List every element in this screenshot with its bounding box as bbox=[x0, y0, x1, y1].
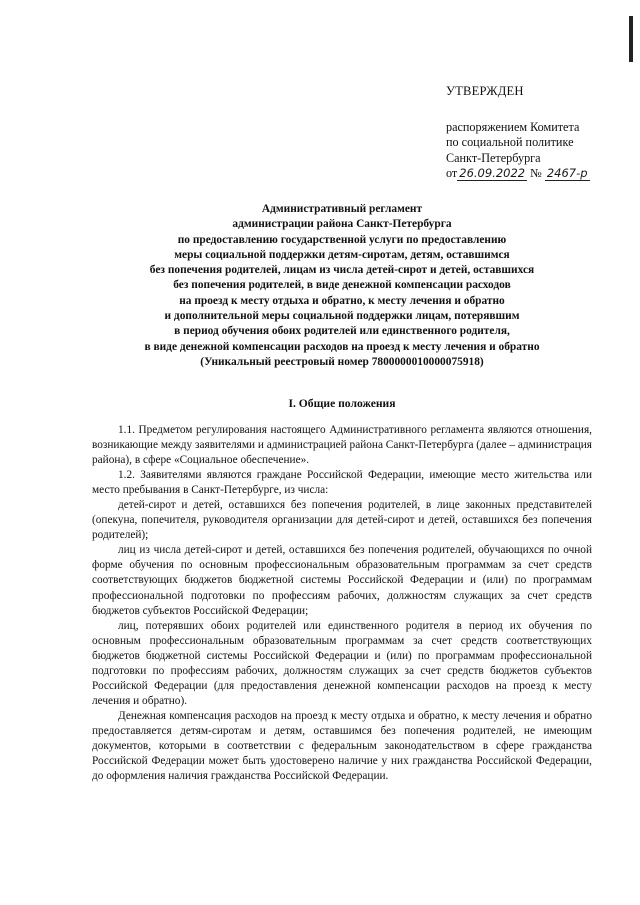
approval-heading: УТВЕРЖДЕН bbox=[446, 84, 524, 98]
title-line: меры социальной поддержки детям-сиротам, детям, оставшимся bbox=[174, 248, 510, 261]
paragraph-1-1: 1.1. Предметом регулирования настоящего Административного регламента являются отношения, возникающие между заявителями и администрацией района Санкт-Петербурга (далее – администрация района), в сфере «Социальное обеспечение». bbox=[92, 424, 592, 467]
title-line: администрации района Санкт-Петербурга bbox=[232, 218, 452, 231]
title-line: в период обучения обоих родителей или единственного родителя, bbox=[174, 325, 510, 338]
paragraph-orphans: детей-сирот и детей, оставшихся без попечения родителей, в лице законных представителей (опекуна, попечителя, руководителя организации для детей-сирот и детей, оставшихся без попечения родителей); bbox=[92, 499, 592, 542]
paragraph-bereaved: лиц, потерявших обоих родителей или единственного родителя в период их обучения по основным профессиональным образовательным программам за счет средств соответствующих бюджетов бюджетной системы Российской Федерации и (или) по программам профессиональной подготовки по профессиям рабочих, должностям служащих за счет средств бюджетов субъектов Российской Федерации (для предоставления денежной компенсации расходов на проезд к месту лечения и обратно). bbox=[92, 619, 592, 707]
title-line: (Уникальный реестровый номер 7800000010000075918) bbox=[200, 355, 484, 368]
handwritten-number: 2467-р bbox=[546, 166, 588, 181]
title-line: и дополнительной меры социальной поддержки лицам, потерявшим bbox=[164, 310, 520, 323]
approval-line-2: по социальной политике bbox=[446, 135, 574, 150]
regulation-title bbox=[92, 202, 592, 370]
approval-date-line bbox=[446, 166, 636, 182]
paragraph-1-2: 1.2. Заявителями являются граждане Российской Федерации, имеющие место жительства или место пребывания в Санкт-Петербурге, из числа: bbox=[92, 469, 592, 497]
title-line: без попечения родителей, в виде денежной компенсации расходов bbox=[173, 279, 511, 292]
paragraph-compensation: Денежная компенсация расходов на проезд к месту отдыха и обратно, к месту лечения и обратно предоставляется детям-сиротам и детям, оставшимся без попечения родителей, не имеющим документов, которыми в соответствии с федеральным законодательством в сфере гражданства Российской Федерации может быть удостоверено наличие у них гражданства Российской Федерации, до оформления наличия гражданства Российской Федерации. bbox=[92, 709, 592, 783]
title-line: без попечения родителей, лицам из числа детей-сирот и детей, оставшихся bbox=[149, 264, 535, 277]
approval-line-3: Санкт-Петербурга bbox=[446, 150, 541, 165]
title-line: по предоставлению государственной услуги по предоставлению bbox=[177, 233, 507, 246]
approval-stamp bbox=[446, 84, 636, 182]
paragraph-students: лиц из числа детей-сирот и детей, оставшихся без попечения родителей, обучающихся по очной форме обучения по основным профессиональным образовательным программам за счет средств соответствующих бюджетов бюджетной системы Российской Федерации и (или) по программам профессиональной подготовки по профессиям рабочих, должностям служащих за счет средств бюджетов субъектов Российской Федерации; bbox=[92, 544, 592, 617]
scan-edge-mark bbox=[629, 16, 633, 62]
title-line: Административный регламент bbox=[261, 203, 423, 215]
date-prefix: от bbox=[446, 166, 458, 181]
title-line: на проезд к месту отдыха и обратно, к месту лечения и обратно bbox=[179, 294, 505, 307]
section-heading: I. Общие положения bbox=[288, 397, 396, 410]
approval-line-1: распоряжением Комитета bbox=[446, 119, 580, 134]
title-line: в виде денежной компенсации расходов на проезд к месту лечения и обратно bbox=[144, 340, 540, 353]
handwritten-date: 26.09.2022 bbox=[459, 166, 526, 181]
number-prefix: № bbox=[530, 166, 542, 181]
document-body bbox=[92, 423, 592, 784]
